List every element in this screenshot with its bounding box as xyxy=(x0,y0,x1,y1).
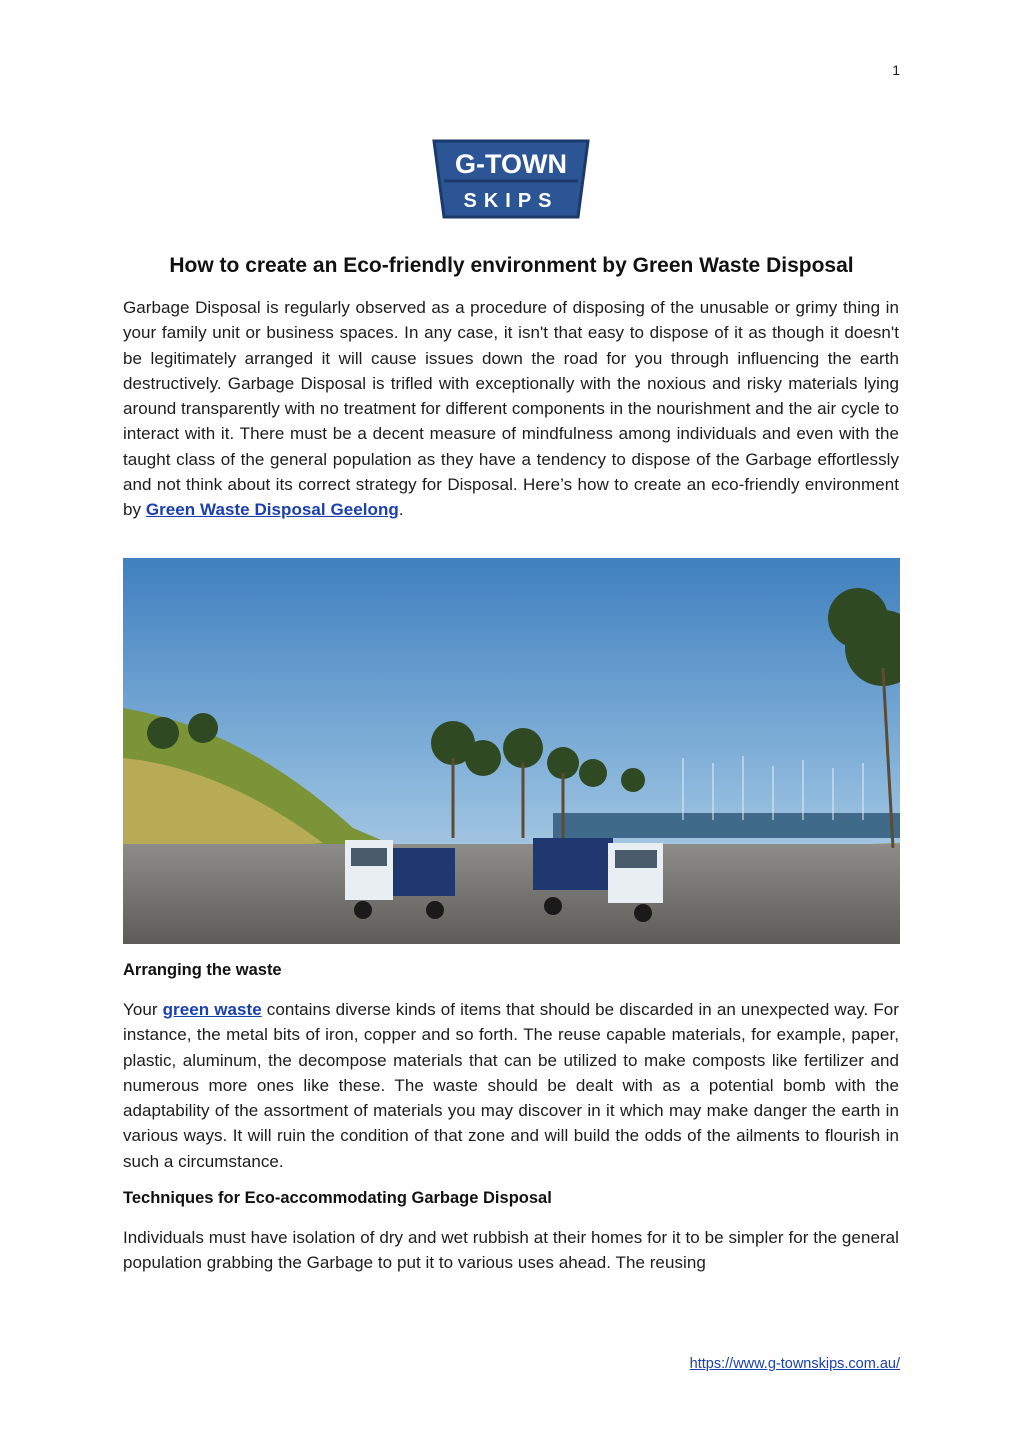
skip-trucks-photo xyxy=(123,558,900,944)
footer-website-link[interactable]: https://www.g-townskips.com.au/ xyxy=(689,1356,900,1372)
article-title: How to create an Eco-friendly environment by Green Waste Disposal xyxy=(169,254,854,277)
logo-line1: G-TOWN xyxy=(455,149,567,179)
g-town-skips-logo xyxy=(432,139,590,219)
page-number: 1 xyxy=(892,62,900,78)
section-heading-arranging: Arranging the waste xyxy=(123,961,282,979)
arranging-paragraph xyxy=(123,997,899,1174)
green-waste-link[interactable]: green waste xyxy=(162,1000,262,1019)
arranging-before: Your xyxy=(123,1000,163,1019)
intro-text: Garbage Disposal is regularly observed as a procedure of disposing of the unusable or grimy thing in your family unit or business spaces. In any case, it isn't that easy to dispose of it as though it doesn't be legitimately arranged it will cause issues down the road for you through influencing the earth destructively. Garbage Disposal is trifled with exceptionally with the noxious and risky materials lying around transparently with no treatment for different components in the nourishment and the air cycle to interact with it. There must be a decent measure of mindfulness among individuals and even with the taught class of the general population as they have a tendency to dispose of the Garbage effortlessly and not think about its correct strategy for Disposal. Here’s how to create an eco-friendly environment by xyxy=(123,298,899,520)
logo-line2: SKIPS xyxy=(463,190,559,212)
section-heading-techniques: Techniques for Eco-accommodating Garbage Disposal xyxy=(123,1189,552,1207)
green-waste-disposal-geelong-link[interactable]: Green Waste Disposal Geelong xyxy=(145,500,399,520)
techniques-paragraph: Individuals must have isolation of dry and wet rubbish at their homes for it to be simpler for the general population grabbing the Garbage to put it to various uses ahead. The reusing xyxy=(123,1228,899,1273)
intro-end: . xyxy=(398,500,404,520)
arranging-text: contains diverse kinds of items that should be discarded in an unexpected way. For instance, the metal bits of iron, copper and so forth. The reuse capable materials, for example, paper, plastic, aluminum, the decompose materials that can be utilized to make composts like fertilizer and numerous more ones like these. The waste should be dealt with as a potential bomb with the adaptability of the assortment of materials you may discover in it which may make danger the earth in various ways. It will ruin the condition of that zone and will build the odds of the ailments to flourish in such a circumstance. xyxy=(123,1000,899,1171)
intro-paragraph xyxy=(123,295,899,523)
